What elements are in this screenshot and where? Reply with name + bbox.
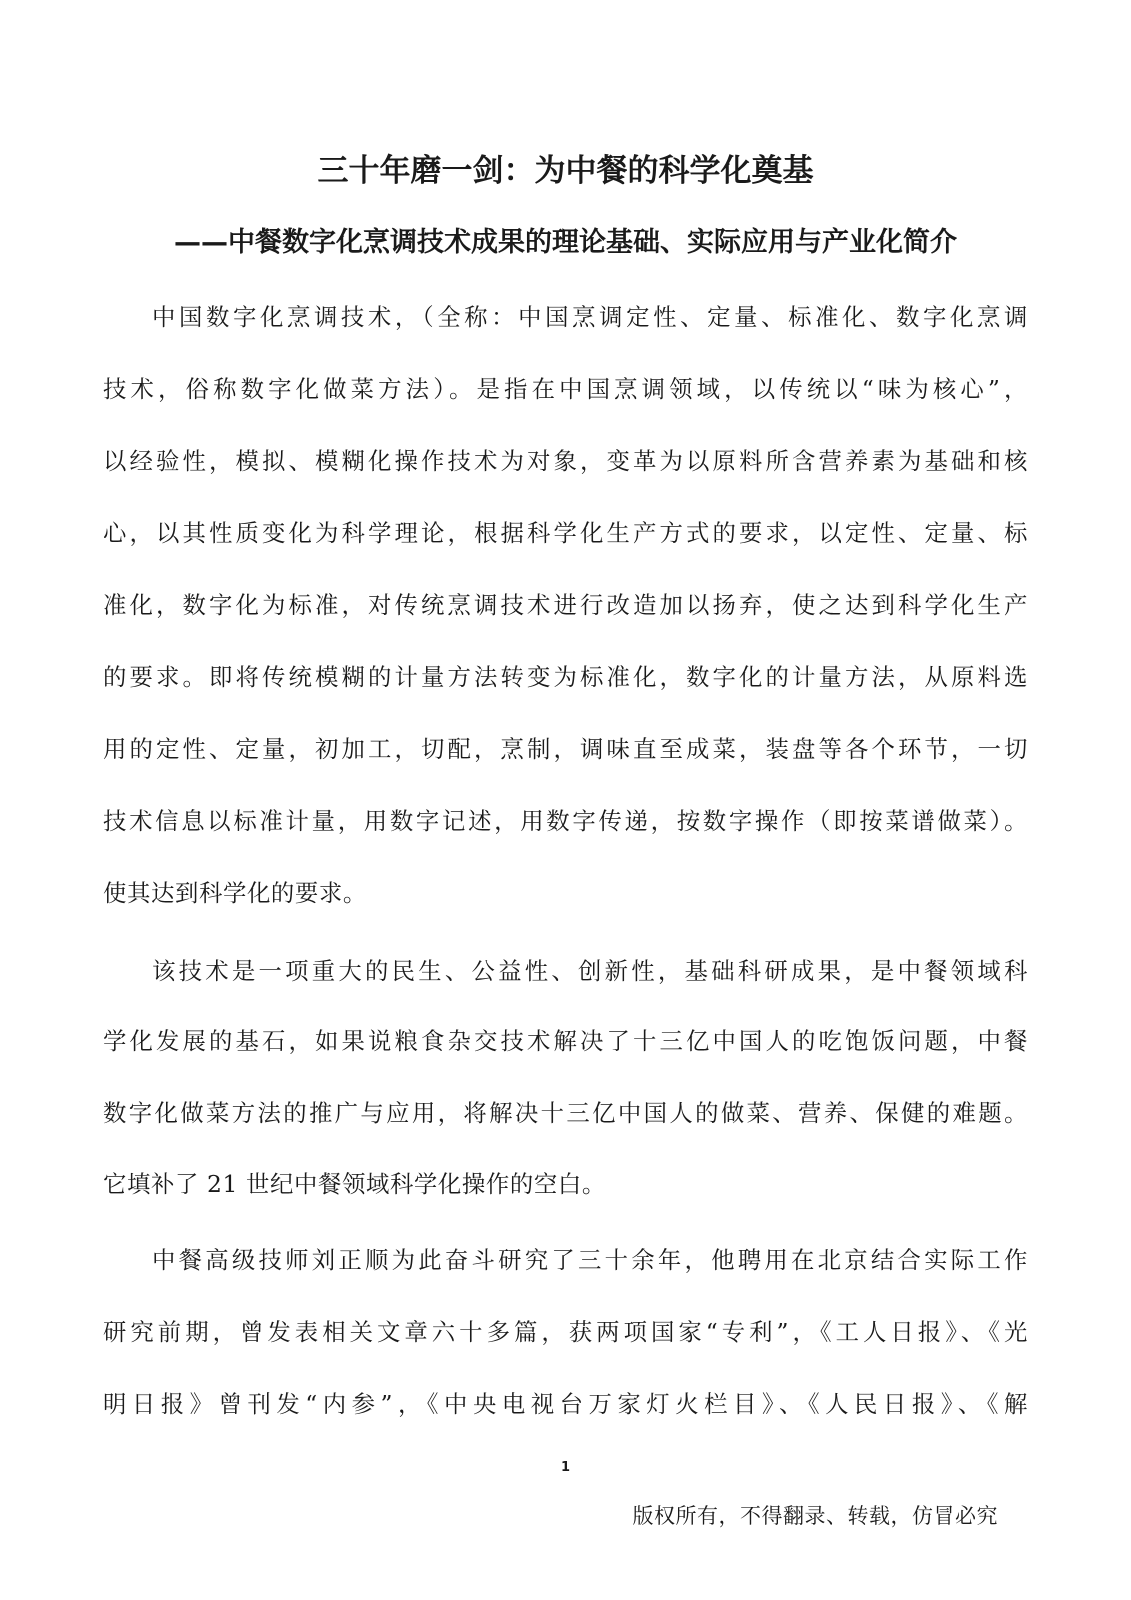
document-subtitle: ——中餐数字化烹调技术成果的理论基础、实际应用与产业化简介 xyxy=(174,227,957,258)
paragraph-line: 中国数字化烹调技术，（全称：中国烹调定性、定量、标准化、数字化烹调 xyxy=(152,303,1028,331)
paragraph-line: 以经验性，模拟、模糊化操作技术为对象，变革为以原料所含营养素为基础和核 xyxy=(103,447,1028,475)
paragraph-line: 明日报》曾刊发“内参”，《中央电视台万家灯火栏目》、《人民日报》、《解 xyxy=(103,1390,1028,1418)
paragraph-line: 用的定性、定量，初加工，切配，烹制，调味直至成菜，装盘等各个环节，一切 xyxy=(103,735,1028,763)
paragraph-line: 该技术是一项重大的民生、公益性、创新性，基础科研成果，是中餐领域科 xyxy=(152,957,1028,985)
paragraph-line: 研究前期，曾发表相关文章六十多篇，获两项国家“专利”，《工人日报》、《光 xyxy=(103,1318,1028,1346)
paragraph-line: 技术信息以标准计量，用数字记述，用数字传递，按数字操作（即按菜谱做菜）。 xyxy=(103,807,1028,835)
paragraph-line: 中餐高级技师刘正顺为此奋斗研究了三十余年，他聘用在北京结合实际工作 xyxy=(152,1246,1028,1274)
paragraph-line: 数字化做菜方法的推广与应用，将解决十三亿中国人的做菜、营养、保健的难题。 xyxy=(103,1099,1028,1127)
paragraph-line: 技术，俗称数字化做菜方法）。是指在中国烹调领域，以传统以“味为核心”， xyxy=(103,375,1028,403)
document-title: 三十年磨一剑：为中餐的科学化奠基 xyxy=(317,153,814,189)
copyright-notice: 版权所有，不得翻录、转载，仿冒必究 xyxy=(632,1504,998,1528)
paragraph-line: 心，以其性质变化为科学理论，根据科学化生产方式的要求，以定性、定量、标 xyxy=(103,519,1028,547)
page-number: 1 xyxy=(560,1460,571,1475)
paragraph-line: 它填补了 21 世纪中餐领域科学化操作的空白。 xyxy=(103,1170,606,1198)
paragraph-line: 的要求。即将传统模糊的计量方法转变为标准化，数字化的计量方法，从原料选 xyxy=(103,663,1028,691)
paragraph-line: 学化发展的基石，如果说粮食杂交技术解决了十三亿中国人的吃饱饭问题，中餐 xyxy=(103,1027,1028,1055)
paragraph-line: 准化，数字化为标准，对传统烹调技术进行改造加以扬弃，使之达到科学化生产 xyxy=(103,591,1028,619)
paragraph-line: 使其达到科学化的要求。 xyxy=(103,879,367,907)
